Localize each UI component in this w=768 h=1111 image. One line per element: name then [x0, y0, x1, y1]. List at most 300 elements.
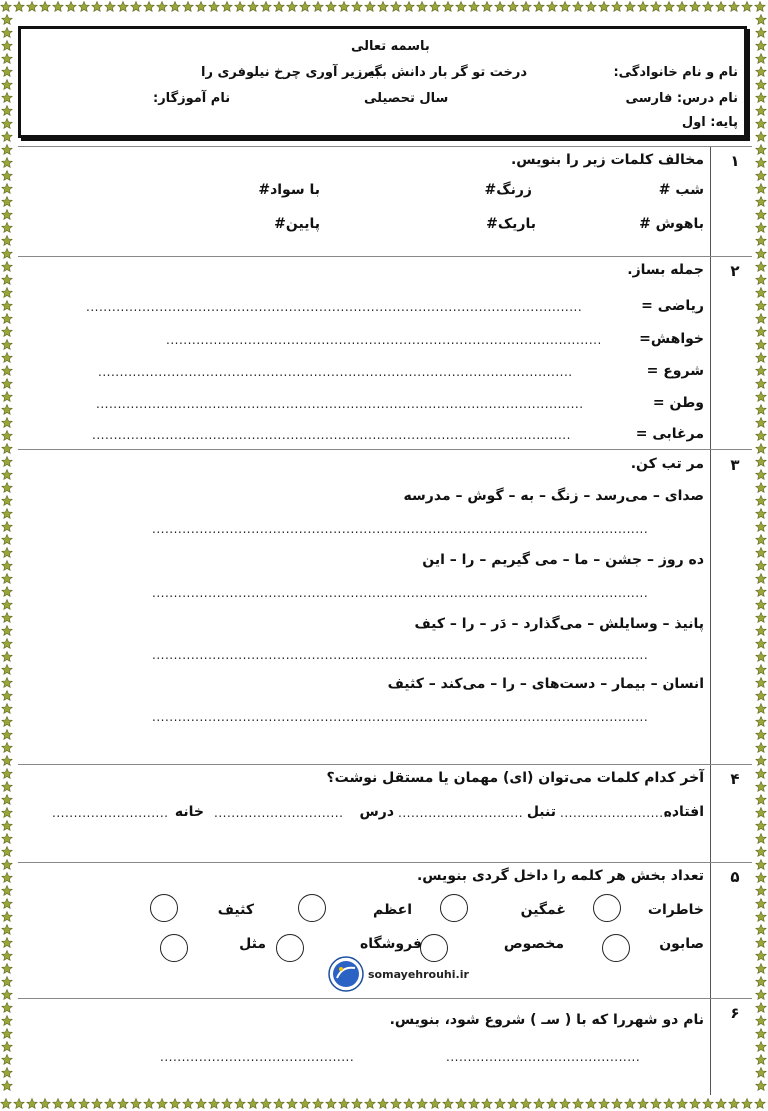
name-label: نام و نام خانوادگی:: [613, 65, 738, 80]
border-star-icon: [756, 457, 766, 467]
border-star-icon: [756, 470, 766, 480]
q5-word: اعظم: [373, 902, 412, 918]
q5-word: مخصوص: [503, 936, 564, 952]
site-url: somayehrouhi.ir: [368, 968, 469, 981]
q4-word: افتاده: [663, 804, 704, 820]
border-star-icon: [2, 821, 12, 831]
border-star-icon: [2, 1003, 12, 1013]
border-star-icon: [547, 1099, 557, 1109]
border-star-icon: [756, 834, 766, 844]
border-star-icon: [756, 392, 766, 402]
border-star-icon: [2, 522, 12, 532]
q2-word: خواهش=: [639, 331, 704, 347]
border-star-icon: [756, 405, 766, 415]
border-star-icon: [560, 1099, 570, 1109]
border-star-icon: [756, 145, 766, 155]
border-star-icon: [756, 184, 766, 194]
q1-word: با سواد#: [258, 182, 320, 198]
border-star-icon: [2, 1068, 12, 1078]
q5-title: تعداد بخش هر کلمه را داخل گردی بنویس.: [416, 868, 704, 884]
border-star-icon: [534, 2, 544, 12]
border-star-icon: [92, 2, 102, 12]
border-star-icon: [2, 392, 12, 402]
border-star-icon: [625, 1099, 635, 1109]
border-star-icon: [2, 743, 12, 753]
border-star-icon: [755, 1099, 765, 1109]
border-star-icon: [40, 1099, 50, 1109]
border-star-icon: [756, 717, 766, 727]
border-star-icon: [2, 587, 12, 597]
border-star-icon: [756, 509, 766, 519]
border-star-icon: [756, 106, 766, 116]
border-star-icon: [756, 652, 766, 662]
border-star-icon: [651, 2, 661, 12]
syllable-circle[interactable]: [420, 934, 448, 962]
border-star-icon: [729, 1099, 739, 1109]
border-star-icon: [469, 2, 479, 12]
border-star-icon: [2, 158, 12, 168]
border-star-icon: [756, 366, 766, 376]
answer-line[interactable]: .............................................: [160, 1050, 355, 1064]
border-star-icon: [638, 2, 648, 12]
border-star-icon: [756, 158, 766, 168]
answer-line[interactable]: ...................................................................................................................: [152, 710, 649, 724]
border-star-icon: [756, 1081, 766, 1091]
border-star-icon: [599, 2, 609, 12]
border-star-icon: [756, 496, 766, 506]
border-star-icon: [2, 639, 12, 649]
border-star-icon: [2, 886, 12, 896]
border-star-icon: [2, 1016, 12, 1026]
border-star-icon: [495, 2, 505, 12]
q5-word: فروشگاه: [359, 936, 422, 952]
border-star-icon: [248, 2, 258, 12]
border-star-icon: [756, 327, 766, 337]
border-star-icon: [756, 262, 766, 272]
border-star-icon: [625, 2, 635, 12]
border-star-icon: [756, 171, 766, 181]
border-star-icon: [2, 41, 12, 51]
border-star-icon: [157, 1099, 167, 1109]
border-star-icon: [40, 2, 50, 12]
border-star-icon: [586, 1099, 596, 1109]
q3-sentence: انسان – بیمار – دست‌های – را – می‌کند – کثیف: [387, 676, 704, 692]
border-star-icon: [235, 2, 245, 12]
border-star-icon: [92, 1099, 102, 1109]
border-star-icon: [756, 41, 766, 51]
syllable-circle[interactable]: [440, 894, 468, 922]
divider-q5: [18, 998, 752, 999]
border-star-icon: [183, 1099, 193, 1109]
q1-number: ۱: [730, 152, 740, 170]
border-star-icon: [2, 951, 12, 961]
border-star-icon: [690, 1099, 700, 1109]
answer-line[interactable]: .............................: [398, 806, 524, 820]
border-star-icon: [2, 717, 12, 727]
border-star-icon: [756, 1029, 766, 1039]
border-star-icon: [756, 847, 766, 857]
border-star-icon: [2, 496, 12, 506]
border-star-icon: [27, 2, 37, 12]
border-star-icon: [404, 2, 414, 12]
poem-part1: درخت تو گر بار دانش بگیر: [361, 65, 528, 80]
border-star-icon: [118, 2, 128, 12]
border-star-icon: [2, 1055, 12, 1065]
border-star-icon: [560, 2, 570, 12]
q3-title: مر تب کن.: [630, 456, 704, 472]
border-star-icon: [756, 678, 766, 688]
border-star-icon: [756, 210, 766, 220]
border-star-icon: [79, 1099, 89, 1109]
border-star-icon: [235, 1099, 245, 1109]
border-star-icon: [300, 1099, 310, 1109]
site-logo-icon: [328, 956, 364, 992]
q2-number: ۲: [730, 262, 740, 280]
border-star-icon: [2, 925, 12, 935]
q5-word: غمگین: [520, 902, 566, 918]
border-star-icon: [756, 899, 766, 909]
border-star-icon: [391, 2, 401, 12]
border-star-icon: [677, 1099, 687, 1109]
q2-word: وطن =: [652, 395, 704, 411]
answer-line[interactable]: .................................................................................................................: [96, 397, 584, 411]
border-star-icon: [586, 2, 596, 12]
border-star-icon: [2, 548, 12, 558]
border-star-icon: [2, 171, 12, 181]
border-star-icon: [222, 1099, 232, 1109]
syllable-circle[interactable]: [602, 934, 630, 962]
divider-q3: [18, 764, 752, 765]
border-star-icon: [756, 639, 766, 649]
border-star-icon: [391, 1099, 401, 1109]
border-star-icon: [756, 990, 766, 1000]
border-star-icon: [756, 301, 766, 311]
border-star-icon: [2, 418, 12, 428]
border-star-icon: [547, 2, 557, 12]
border-star-icon: [2, 470, 12, 480]
border-star-icon: [756, 1055, 766, 1065]
border-star-icon: [756, 197, 766, 207]
border-star-icon: [261, 2, 271, 12]
answer-line[interactable]: ...........................: [52, 806, 169, 820]
border-star-icon: [2, 769, 12, 779]
divider-q1: [18, 256, 752, 257]
border-star-icon: [352, 1099, 362, 1109]
border-star-icon: [756, 249, 766, 259]
border-star-icon: [612, 1099, 622, 1109]
border-star-icon: [756, 535, 766, 545]
border-star-icon: [66, 1099, 76, 1109]
border-star-icon: [756, 860, 766, 870]
q4-word: تنبل: [526, 804, 556, 820]
border-star-icon: [495, 1099, 505, 1109]
border-star-icon: [756, 80, 766, 90]
border-star-icon: [2, 730, 12, 740]
border-star-icon: [66, 2, 76, 12]
border-star-icon: [756, 808, 766, 818]
border-star-icon: [2, 184, 12, 194]
border-star-icon: [2, 67, 12, 77]
border-star-icon: [2, 119, 12, 129]
q1-title: مخالف کلمات زیر را بنویس.: [510, 152, 704, 168]
border-star-icon: [14, 2, 24, 12]
border-star-icon: [638, 1099, 648, 1109]
q1-word: زرنگ#: [484, 182, 532, 198]
answer-line[interactable]: .....................................................................................................: [166, 333, 602, 347]
border-star-icon: [756, 1068, 766, 1078]
border-star-icon: [2, 28, 12, 38]
q4-word: خانه: [174, 804, 204, 820]
syllable-circle[interactable]: [298, 894, 326, 922]
border-star-icon: [2, 80, 12, 90]
border-star-icon: [2, 262, 12, 272]
border-star-icon: [1, 2, 11, 12]
border-star-icon: [756, 886, 766, 896]
border-star-icon: [2, 340, 12, 350]
subject-label: نام درس: فارسی: [625, 91, 738, 106]
border-star-icon: [2, 249, 12, 259]
number-column-divider: [710, 146, 711, 1095]
border-star-icon: [2, 574, 12, 584]
border-star-icon: [756, 743, 766, 753]
border-star-icon: [2, 691, 12, 701]
border-star-icon: [2, 236, 12, 246]
border-star-icon: [2, 938, 12, 948]
border-star-icon: [2, 613, 12, 623]
syllable-circle[interactable]: [593, 894, 621, 922]
border-star-icon: [677, 2, 687, 12]
border-star-icon: [274, 1099, 284, 1109]
border-star-icon: [170, 2, 180, 12]
border-star-icon: [756, 236, 766, 246]
border-star-icon: [313, 2, 323, 12]
q5-word: مثل: [239, 936, 266, 952]
border-star-icon: [716, 2, 726, 12]
border-star-icon: [326, 2, 336, 12]
header-box: [18, 26, 747, 138]
syllable-circle[interactable]: [160, 934, 188, 962]
q6-title: نام دو شهررا که با ( سـ ) شروع شود، بنویس.: [389, 1012, 704, 1028]
border-star-icon: [756, 223, 766, 233]
border-star-icon: [404, 1099, 414, 1109]
border-star-icon: [742, 2, 752, 12]
teacher-label: نام آموزگار:: [153, 91, 231, 106]
border-star-icon: [2, 379, 12, 389]
border-star-icon: [2, 834, 12, 844]
answer-line[interactable]: ...................................................................................................................: [152, 648, 649, 662]
border-star-icon: [756, 821, 766, 831]
border-star-icon: [756, 561, 766, 571]
border-star-icon: [2, 132, 12, 142]
border-star-icon: [756, 1003, 766, 1013]
border-star-icon: [756, 938, 766, 948]
border-star-icon: [2, 860, 12, 870]
answer-line[interactable]: .............................................: [446, 1050, 641, 1064]
border-star-icon: [756, 93, 766, 103]
answer-line[interactable]: ..............................................................................................................: [98, 365, 573, 379]
border-star-icon: [222, 2, 232, 12]
border-star-icon: [2, 665, 12, 675]
border-star-icon: [2, 223, 12, 233]
border-star-icon: [664, 1099, 674, 1109]
border-star-icon: [2, 964, 12, 974]
border-star-icon: [2, 847, 12, 857]
border-star-icon: [118, 1099, 128, 1109]
border-star-icon: [756, 1042, 766, 1052]
border-star-icon: [2, 275, 12, 285]
border-star-icon: [2, 145, 12, 155]
border-star-icon: [756, 977, 766, 987]
border-star-icon: [417, 1099, 427, 1109]
border-star-icon: [756, 28, 766, 38]
border-star-icon: [2, 977, 12, 987]
answer-line[interactable]: ...............................................................................................................: [92, 428, 571, 442]
border-star-icon: [2, 1029, 12, 1039]
border-star-icon: [170, 1099, 180, 1109]
border-star-icon: [716, 1099, 726, 1109]
answer-line[interactable]: ...................................................................................................................: [152, 586, 649, 600]
q1-word: باریک#: [486, 216, 536, 232]
syllable-circle[interactable]: [150, 894, 178, 922]
border-star-icon: [443, 2, 453, 12]
border-star-icon: [53, 1099, 63, 1109]
border-star-icon: [756, 795, 766, 805]
border-star-icon: [756, 951, 766, 961]
border-star-icon: [703, 2, 713, 12]
q4-word: درس: [359, 804, 394, 820]
border-star-icon: [521, 2, 531, 12]
border-star-icon: [756, 756, 766, 766]
q3-sentence: پانیذ – وسایلش – می‌گذارد – دَر – را – کیف: [414, 616, 704, 632]
q3-sentence: صدای – می‌رسد – زنگ – به – گوش – مدرسه: [403, 488, 704, 504]
border-star-icon: [2, 483, 12, 493]
border-star-icon: [2, 561, 12, 571]
border-star-icon: [599, 1099, 609, 1109]
border-star-icon: [378, 1099, 388, 1109]
grade-label: پایه: اول: [681, 115, 738, 130]
q5-word: کثیف: [217, 902, 254, 918]
border-star-icon: [443, 1099, 453, 1109]
border-star-icon: [756, 691, 766, 701]
border-star-icon: [2, 366, 12, 376]
border-star-icon: [469, 1099, 479, 1109]
border-star-icon: [2, 899, 12, 909]
border-star-icon: [183, 2, 193, 12]
border-star-icon: [756, 15, 766, 25]
border-star-icon: [261, 1099, 271, 1109]
border-star-icon: [2, 535, 12, 545]
border-star-icon: [756, 600, 766, 610]
border-star-icon: [287, 2, 297, 12]
year-label: سال تحصیلی: [364, 91, 449, 106]
border-star-icon: [27, 1099, 37, 1109]
answer-line[interactable]: ...................................................................................................................: [152, 522, 649, 536]
border-star-icon: [2, 54, 12, 64]
answer-line[interactable]: ...........................: [560, 806, 677, 820]
border-star-icon: [2, 327, 12, 337]
border-star-icon: [53, 2, 63, 12]
answer-line[interactable]: ..............................: [214, 806, 344, 820]
border-star-icon: [2, 288, 12, 298]
border-star-icon: [1, 1099, 11, 1109]
border-star-icon: [482, 1099, 492, 1109]
border-star-icon: [664, 2, 674, 12]
border-star-icon: [365, 2, 375, 12]
border-star-icon: [756, 912, 766, 922]
border-star-icon: [756, 431, 766, 441]
border-star-icon: [2, 873, 12, 883]
border-star-icon: [756, 626, 766, 636]
border-star-icon: [157, 2, 167, 12]
border-star-icon: [573, 1099, 583, 1109]
border-star-icon: [2, 314, 12, 324]
q4-number: ۴: [730, 770, 740, 788]
border-star-icon: [756, 873, 766, 883]
border-star-icon: [690, 2, 700, 12]
border-star-icon: [508, 1099, 518, 1109]
border-star-icon: [274, 2, 284, 12]
border-star-icon: [756, 288, 766, 298]
border-star-icon: [105, 1099, 115, 1109]
border-star-icon: [756, 548, 766, 558]
q2-word: مرغابی =: [635, 426, 704, 442]
border-star-icon: [534, 1099, 544, 1109]
border-star-icon: [521, 1099, 531, 1109]
border-star-icon: [756, 483, 766, 493]
q5-word: خاطرات: [647, 902, 704, 918]
border-star-icon: [612, 2, 622, 12]
border-star-icon: [756, 54, 766, 64]
border-star-icon: [365, 1099, 375, 1109]
q5-word: صابون: [659, 936, 704, 952]
border-star-icon: [756, 444, 766, 454]
q6-number: ۶: [730, 1004, 740, 1022]
border-star-icon: [196, 1099, 206, 1109]
border-star-icon: [756, 314, 766, 324]
q1-word: شب #: [658, 182, 704, 198]
border-star-icon: [196, 2, 206, 12]
border-star-icon: [756, 964, 766, 974]
border-star-icon: [79, 2, 89, 12]
answer-line[interactable]: ...................................................................................................................: [86, 300, 583, 314]
border-star-icon: [2, 652, 12, 662]
syllable-circle[interactable]: [276, 934, 304, 962]
divider-top: [18, 146, 752, 147]
border-star-icon: [144, 1099, 154, 1109]
border-star-icon: [2, 457, 12, 467]
poem-part2: به زیر آوری چرخ نیلوفری را: [201, 65, 380, 80]
questions-area: [18, 146, 752, 1095]
border-star-icon: [756, 769, 766, 779]
border-star-icon: [756, 730, 766, 740]
border-star-icon: [2, 15, 12, 25]
border-star-icon: [2, 405, 12, 415]
border-star-icon: [144, 2, 154, 12]
q2-word: شروع =: [646, 363, 704, 379]
border-star-icon: [756, 522, 766, 532]
border-star-icon: [339, 1099, 349, 1109]
border-star-icon: [456, 2, 466, 12]
border-star-icon: [756, 782, 766, 792]
border-star-icon: [326, 1099, 336, 1109]
border-star-icon: [339, 2, 349, 12]
q3-number: ۳: [730, 456, 740, 474]
border-star-icon: [456, 1099, 466, 1109]
border-star-icon: [209, 1099, 219, 1109]
border-star-icon: [417, 2, 427, 12]
border-star-icon: [2, 353, 12, 363]
border-star-icon: [105, 2, 115, 12]
